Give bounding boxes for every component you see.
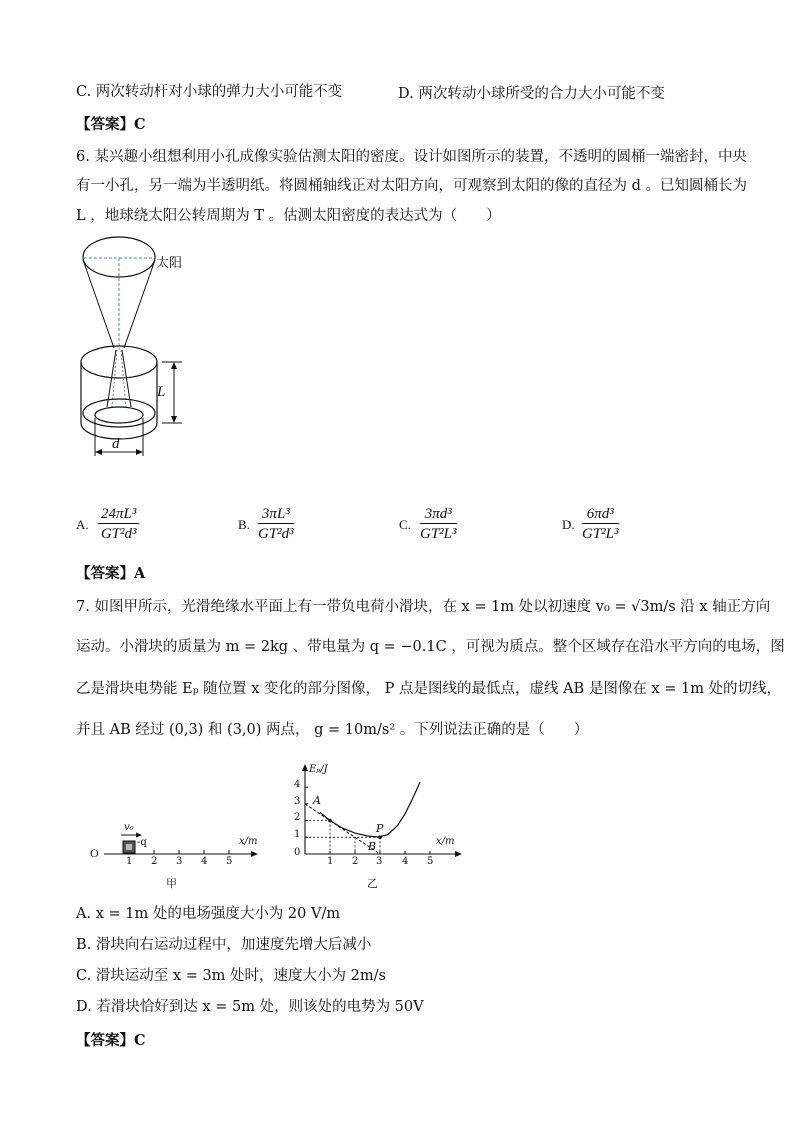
q6-option-a-label: A. (76, 517, 89, 532)
q7-option-c: C. 滑块运动至 x = 3m 处时，速度大小为 2m/s (76, 968, 386, 984)
q6-option-b-label: B. (238, 517, 250, 532)
sun-label: 太阳 (156, 256, 183, 271)
diameter-d-label: d (112, 436, 120, 452)
jia-origin-label: O (90, 846, 99, 860)
ep-curve (320, 782, 420, 837)
q6-stem-line1: 6. 某兴趣小组想利用小孔成像实验估测太阳的密度。设计如图所示的装置，不透明的圆桶一端密封，中央 (76, 149, 747, 165)
q6-option-c-denominator: GT²L³ (420, 526, 457, 542)
q5-option-d: D. 两次转动小球所受的合力大小可能不变 (398, 86, 665, 102)
yi-point-A-label: A (313, 794, 321, 807)
q6-option-d-formula (582, 505, 619, 544)
q6-answer: 【答案】A (76, 565, 146, 582)
jia-v0-label: v₀ (124, 822, 134, 833)
yi-y-tick-3: 3 (294, 796, 301, 807)
q7-option-d: D. 若滑块恰好到达 x = 5m 处，则该处的电势为 50V (76, 999, 424, 1015)
jia-tick-4: 4 (201, 856, 208, 867)
point-A-dot (328, 819, 332, 823)
jia-tick-2: 2 (151, 856, 158, 867)
yi-x-tick-1: 1 (327, 856, 334, 867)
yi-x-tick-4: 4 (402, 856, 409, 867)
length-L-label: L (157, 384, 166, 400)
yi-caption: 乙 (367, 877, 378, 890)
q6-option-a-formula (98, 505, 139, 544)
q6-option-b-denominator: GT²d³ (258, 526, 294, 542)
point-P-dot (378, 836, 382, 840)
q7-option-a: A. x = 1m 处的电场强度大小为 20 V/m (76, 906, 341, 922)
q5-answer: 【答案】C (76, 116, 146, 133)
yi-y-tick-2: 2 (294, 812, 301, 823)
q6-option-b-numerator: 3πL³ (258, 505, 294, 524)
yi-point-B-label: B (368, 840, 377, 853)
cylinder-top (81, 346, 157, 378)
q6-option-d-numerator: 6πd³ (582, 505, 619, 524)
q6-option-c-formula (420, 505, 457, 544)
yi-y-tick-4: 4 (294, 779, 301, 790)
q6-pinhole-figure (74, 236, 224, 461)
yi-y-tick-1: 1 (294, 829, 301, 840)
q5-option-c: C. 两次转动杆对小球的弹力大小可能不变 (76, 84, 343, 100)
jia-caption: 甲 (166, 877, 177, 890)
x-ticks-jia (129, 850, 229, 854)
yi-x-tick-5: 5 (427, 856, 434, 867)
jia-tick-3: 3 (176, 856, 183, 867)
q7-stem-line2: 运动。小滑块的质量为 m = 2kg 、带电量为 q = −0.1C ，可视为质点。整个区域存在沿水平方向的电场，图 (76, 639, 785, 655)
q7-option-b: B. 滑块向右运动过程中，加速度先增大后减小 (76, 937, 372, 953)
q7-stem-line4: 并且 AB 经过 (0,3) 和 (3,0) 两点， g = 10m/s² 。下列说法正确的是（ ） (76, 722, 589, 738)
jia-tick-1: 1 (126, 856, 133, 867)
q6-option-d-denominator: GT²L³ (582, 526, 619, 542)
jia-tick-5: 5 (226, 856, 233, 867)
yi-point-P-label: P (376, 822, 384, 835)
image-ring-inner (95, 407, 143, 423)
q6-option-d-label: D. (562, 517, 575, 532)
q6-option-b-formula (258, 505, 294, 544)
q7-stem-line3: 乙是滑块电势能 Eₚ 随位置 x 变化的部分图像， P 点是图线的最低点，虚线 AB 是图像在 x = 1m 处的切线， (76, 681, 782, 697)
q6-stem-line3: L ，地球绕太阳公转周期为 T 。估测太阳密度的表达式为（ ） (76, 208, 501, 224)
jia-charge-label: -q (137, 837, 147, 848)
yi-x-axis-label: x/m (436, 836, 455, 847)
q6-option-a-numerator: 24πL³ (98, 505, 139, 524)
q6-option-a-denominator: GT²d³ (100, 526, 137, 542)
yi-x-tick-2: 2 (352, 856, 359, 867)
q6-option-c-numerator: 3πd³ (420, 505, 457, 524)
q6-option-c-label: C. (399, 517, 411, 532)
q7-answer: 【答案】C (76, 1032, 146, 1049)
q6-stem-line2: 有一小孔，另一端为半透明纸。将圆桶轴线正对太阳方向，可观察到太阳的像的直径为 d 。已知圆桶长为 (76, 178, 747, 194)
q7-stem-line1: 7. 如图甲所示，光滑绝缘水平面上有一带负电荷小滑块，在 x = 1m 处以初速度 v₀ = √3m/s 沿 x 轴正方向 (76, 599, 771, 615)
yi-y-axis-label: Eₚ/J (309, 764, 328, 775)
jia-axis-label: x/m (239, 836, 258, 847)
yi-x-tick-3: 3 (376, 856, 383, 867)
yi-origin-label: 0 (294, 847, 301, 858)
